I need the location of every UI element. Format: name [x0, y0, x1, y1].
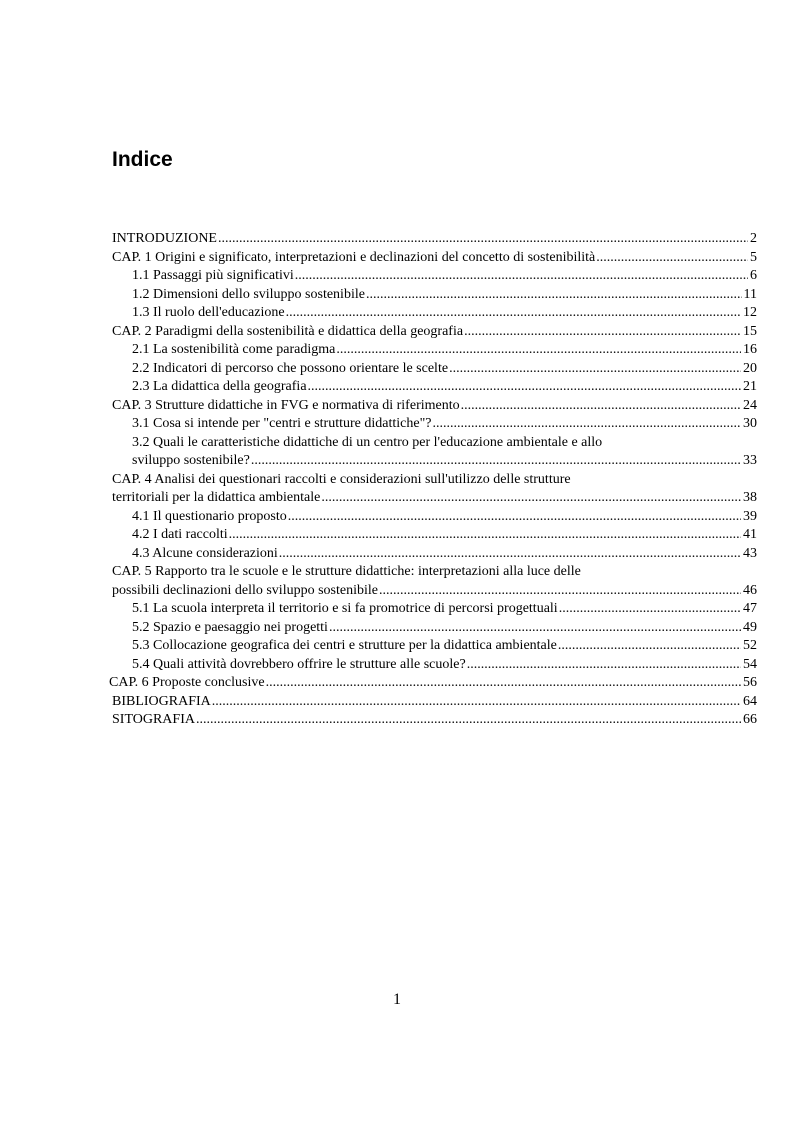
toc-entry-title: 4.1 Il questionario proposto: [132, 508, 288, 527]
dot-leader: [559, 600, 741, 619]
toc-entry-page: 16: [743, 342, 757, 357]
toc-entry-title-line: CAP. 4 Analisi dei questionari raccolti e considerazioni sull'utilizzo delle strutture: [112, 471, 571, 487]
toc-entry-page: 11: [743, 286, 757, 302]
toc-entry-page: 6: [750, 268, 757, 283]
page-number: 1: [393, 991, 401, 1008]
toc-entry-title: sviluppo sostenibile?: [132, 452, 251, 471]
toc-entry-title: possibili declinazioni dello sviluppo sostenibile: [112, 582, 379, 601]
toc-entry-page: 20: [743, 360, 757, 376]
dot-leader: [467, 656, 741, 675]
toc-entry[interactable]: [112, 286, 757, 305]
toc-entry-page: 21: [743, 379, 757, 394]
toc-entry-title: 3.1 Cosa si intende per "centri e strutture didattiche"?: [132, 415, 433, 434]
dot-leader: [288, 508, 741, 527]
toc-entry[interactable]: [112, 360, 757, 379]
toc-entry-title: 2.3 La didattica della geografia: [132, 378, 308, 397]
dot-leader: [461, 397, 741, 416]
toc-entry-page: 12: [743, 305, 757, 320]
toc-entry-title: CAP. 1 Origini e significato, interpretazioni e declinazioni del concetto di sostenibilità: [112, 249, 596, 268]
dot-leader: [366, 286, 742, 305]
toc-entry-title: 5.4 Quali attività dovrebbero offrire le strutture alle scuole?: [132, 656, 467, 675]
toc-entry[interactable]: [112, 397, 757, 416]
toc-entry[interactable]: [112, 415, 757, 434]
toc-entry-title-line: 3.2 Quali le caratteristiche didattiche di un centro per l'educazione ambientale e allo: [132, 434, 603, 450]
dot-leader: [433, 415, 741, 434]
toc-entry[interactable]: [112, 656, 757, 675]
toc-entry-title: BIBLIOGRAFIA: [112, 693, 212, 712]
toc-entry-page: 49: [743, 619, 757, 635]
toc-entry[interactable]: [112, 249, 757, 268]
toc-entry[interactable]: [112, 471, 757, 508]
toc-entry-page: 24: [743, 397, 757, 413]
dot-leader: [464, 323, 741, 342]
toc-entry[interactable]: [112, 637, 757, 656]
dot-leader: [336, 341, 741, 360]
toc-entry-page: 54: [743, 656, 757, 672]
toc-entry-page: 41: [743, 527, 757, 542]
toc-entry-page: 39: [743, 508, 757, 524]
toc-entry-page: 43: [743, 545, 757, 561]
toc-entry[interactable]: [112, 619, 757, 638]
dot-leader: [266, 674, 741, 693]
toc-entry-page: 66: [743, 712, 757, 727]
dot-leader: [596, 249, 748, 268]
toc-entry-page: 52: [743, 638, 757, 653]
toc-entry-title: INTRODUZIONE: [112, 230, 218, 249]
toc-entry-title: 5.3 Collocazione geografica dei centri e strutture per la didattica ambientale: [132, 637, 558, 656]
toc-entry-title: 2.2 Indicatori di percorso che possono orientare le scelte: [132, 360, 449, 379]
toc-entry[interactable]: [112, 563, 757, 600]
toc-entry[interactable]: [112, 600, 757, 619]
toc-entry-title: CAP. 2 Paradigmi della sostenibilità e didattica della geografia: [112, 323, 464, 342]
dot-leader: [449, 360, 741, 379]
toc-entry-title: territoriali per la didattica ambientale: [112, 489, 321, 508]
toc-entry-title: 1.2 Dimensioni dello sviluppo sostenibile: [132, 286, 366, 305]
dot-leader: [196, 711, 741, 730]
toc-entry[interactable]: [112, 304, 757, 323]
toc-entry[interactable]: [112, 693, 757, 712]
toc-entry-title: 5.1 La scuola interpreta il territorio e si fa promotrice di percorsi progettuali: [132, 600, 559, 619]
toc-entry[interactable]: [112, 526, 757, 545]
toc-entry-page: 64: [743, 693, 757, 709]
toc-entry-title: CAP. 3 Strutture didattiche in FVG e normativa di riferimento: [112, 397, 461, 416]
table-of-contents: [109, 230, 757, 730]
toc-entry-title: 5.2 Spazio e paesaggio nei progetti: [132, 619, 329, 638]
dot-leader: [229, 526, 741, 545]
dot-leader: [321, 489, 741, 508]
toc-entry[interactable]: [112, 434, 757, 471]
toc-entry-page: 33: [743, 453, 757, 468]
toc-entry-page: 30: [743, 416, 757, 431]
dot-leader: [379, 582, 741, 601]
dot-leader: [286, 304, 741, 323]
toc-entry[interactable]: [112, 267, 757, 286]
toc-entry-title: 1.3 Il ruolo dell'educazione: [132, 304, 286, 323]
toc-entry[interactable]: [112, 508, 757, 527]
toc-entry[interactable]: [112, 341, 757, 360]
toc-entry-page: 5: [750, 249, 757, 265]
toc-entry[interactable]: [112, 711, 757, 730]
dot-leader: [308, 378, 741, 397]
toc-entry-title: 4.2 I dati raccolti: [132, 526, 229, 545]
toc-entry-page: 46: [743, 582, 757, 598]
toc-entry-title-line: CAP. 5 Rapporto tra le scuole e le strutture didattiche: interpretazioni alla luce delle: [112, 564, 581, 579]
toc-entry-page: 47: [743, 601, 757, 616]
toc-entry[interactable]: [112, 323, 757, 342]
toc-entry-title: CAP. 6 Proposte conclusive: [109, 674, 266, 693]
page-title: Indice: [112, 148, 173, 171]
toc-entry-title: 4.3 Alcune considerazioni: [132, 545, 279, 564]
toc-entry[interactable]: [112, 378, 757, 397]
toc-entry[interactable]: [112, 230, 757, 249]
toc-entry[interactable]: [109, 674, 757, 693]
dot-leader: [295, 267, 748, 286]
toc-entry[interactable]: [112, 545, 757, 564]
dot-leader: [218, 230, 748, 249]
toc-entry-title: 2.1 La sostenibilità come paradigma: [132, 341, 336, 360]
dot-leader: [279, 545, 741, 564]
toc-entry-title: 1.1 Passaggi più significativi: [132, 267, 295, 286]
toc-entry-page: 56: [743, 675, 757, 690]
dot-leader: [329, 619, 741, 638]
dot-leader: [251, 452, 741, 471]
dot-leader: [212, 693, 741, 712]
toc-entry-page: 2: [750, 231, 757, 246]
toc-entry-page: 38: [743, 490, 757, 505]
toc-entry-page: 15: [743, 323, 757, 339]
toc-entry-title: SITOGRAFIA: [112, 711, 196, 730]
dot-leader: [558, 637, 741, 656]
